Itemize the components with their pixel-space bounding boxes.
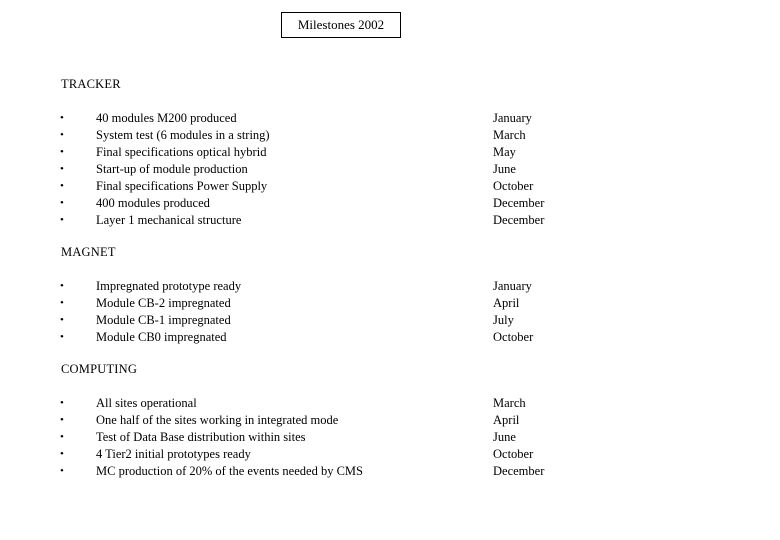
list-item [0, 127, 780, 144]
milestone-text: 400 modules produced [96, 196, 210, 210]
bullet-icon: • [60, 280, 64, 292]
section-list-tracker [0, 110, 780, 229]
list-item [0, 144, 780, 161]
bullet-icon: • [60, 163, 64, 175]
bullet-icon: • [60, 448, 64, 460]
milestone-month: December [493, 213, 545, 227]
page-title [281, 12, 401, 38]
milestone-text: Module CB-1 impregnated [96, 313, 231, 327]
section-list-computing [0, 395, 780, 480]
milestone-month: January [493, 111, 532, 125]
milestone-text: All sites operational [96, 396, 197, 410]
list-item [0, 412, 780, 429]
list-item [0, 446, 780, 463]
list-item [0, 312, 780, 329]
milestone-text: Start-up of module production [96, 162, 248, 176]
bullet-icon: • [60, 414, 64, 426]
milestone-month: June [493, 430, 516, 444]
list-item [0, 295, 780, 312]
milestone-month: January [493, 279, 532, 293]
milestone-month: October [493, 447, 534, 461]
list-item [0, 278, 780, 295]
milestone-text: Impregnated prototype ready [96, 279, 242, 293]
milestone-text: Test of Data Base distribution within sites [96, 430, 306, 444]
milestone-month: December [493, 196, 545, 210]
list-item [0, 110, 780, 127]
milestone-month: October [493, 330, 534, 344]
milestone-month: March [493, 128, 526, 142]
page-title-text: Milestones 2002 [297, 17, 385, 32]
milestone-month: April [493, 296, 520, 310]
list-item [0, 329, 780, 346]
bullet-icon: • [60, 146, 64, 158]
milestone-month: April [493, 413, 520, 427]
milestone-month: March [493, 396, 526, 410]
bullet-icon: • [60, 112, 64, 124]
milestone-text: Final specifications optical hybrid [96, 145, 267, 159]
list-item [0, 429, 780, 446]
section-list-magnet [0, 278, 780, 346]
section-heading-tracker: TRACKER [61, 77, 121, 91]
milestone-month: December [493, 464, 545, 478]
milestone-text: System test (6 modules in a string) [96, 128, 270, 142]
bullet-icon: • [60, 214, 64, 226]
bullet-icon: • [60, 331, 64, 343]
bullet-icon: • [60, 180, 64, 192]
bullet-icon: • [60, 465, 64, 477]
milestone-month: May [493, 145, 516, 159]
milestone-text: Module CB-2 impregnated [96, 296, 231, 310]
milestone-month: July [493, 313, 514, 327]
bullet-icon: • [60, 397, 64, 409]
milestone-text: Layer 1 mechanical structure [96, 213, 242, 227]
list-item [0, 195, 780, 212]
bullet-icon: • [60, 314, 64, 326]
list-item [0, 463, 780, 480]
section-heading-magnet: MAGNET [61, 245, 116, 259]
milestone-month: June [493, 162, 516, 176]
bullet-icon: • [60, 431, 64, 443]
bullet-icon: • [60, 129, 64, 141]
list-item [0, 395, 780, 412]
list-item [0, 212, 780, 229]
list-item [0, 178, 780, 195]
milestone-text: 4 Tier2 initial prototypes ready [96, 447, 251, 461]
milestone-text: Final specifications Power Supply [96, 179, 268, 193]
section-heading-computing: COMPUTING [61, 362, 138, 376]
milestone-month: October [493, 179, 534, 193]
milestone-text: One half of the sites working in integrated mode [96, 413, 339, 427]
bullet-icon: • [60, 197, 64, 209]
milestone-text: MC production of 20% of the events needed by CMS [96, 464, 363, 478]
milestone-text: Module CB0 impregnated [96, 330, 227, 344]
bullet-icon: • [60, 297, 64, 309]
list-item [0, 161, 780, 178]
milestone-text: 40 modules M200 produced [96, 111, 237, 125]
